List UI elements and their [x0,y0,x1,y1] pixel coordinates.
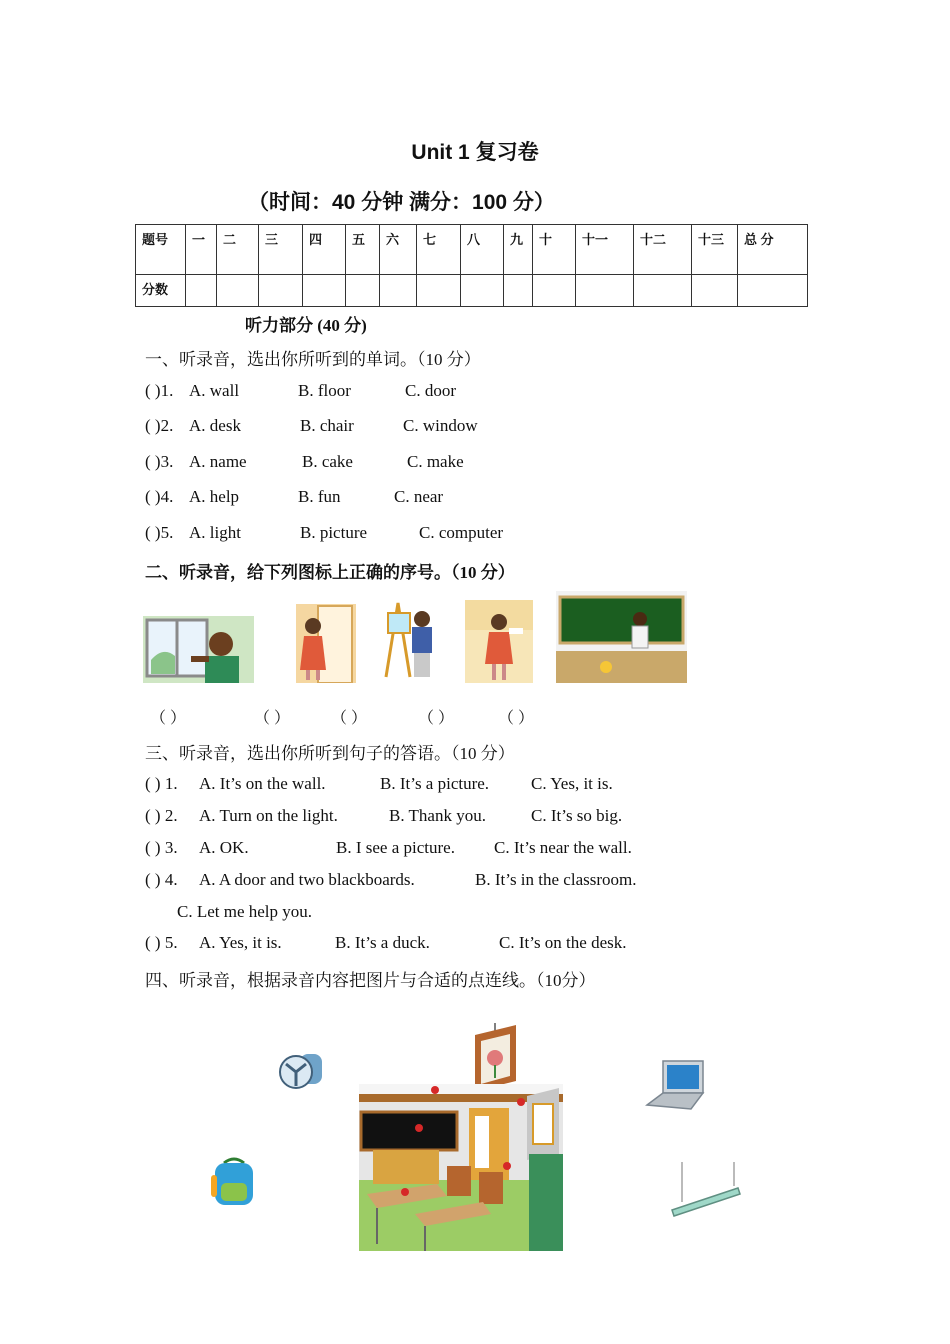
question-row [145,487,444,507]
score-cell[interactable] [533,275,576,307]
question-row [145,416,478,436]
score-header: 十 [533,225,576,275]
option-a: A. It’s on the wall. [199,774,326,793]
score-header: 八 [461,225,504,275]
option-c: C. window [403,416,478,435]
answer-paren[interactable]: （ ） [150,710,187,727]
option-b: B. picture [300,523,368,542]
score-header: 总 分 [738,225,808,275]
score-header: 十二 [634,225,692,275]
section2-heading: 二、听录音，给下列图标上正确的序号。（10 分） [145,563,515,582]
score-cell[interactable] [576,275,634,307]
score-cell[interactable] [380,275,417,307]
question-number[interactable]: ( )2. [145,416,174,435]
question-row [145,452,464,472]
score-header: 十一 [576,225,634,275]
score-cell[interactable] [461,275,504,307]
listening-header: 听力部分 (40 分) [245,316,367,335]
score-cell[interactable] [504,275,533,307]
page-title: Unit 1 复习卷 [411,141,539,164]
question-row [145,523,504,543]
score-cell[interactable] [346,275,380,307]
question-number[interactable]: ( )4. [145,487,174,506]
option-b: B. floor [298,381,351,400]
score-cell[interactable] [217,275,259,307]
option-a: A. Turn on the light. [199,806,338,825]
option-a: A. help [189,487,240,506]
option-b: B. cake [302,452,353,471]
classroom-scene-image [359,1084,563,1251]
option-b: B. chair [300,416,354,435]
option-c: C. computer [419,523,504,542]
question-number[interactable]: ( ) 5. [145,933,178,952]
question-row [145,774,613,794]
answer-paren[interactable]: （ ） [498,710,535,727]
girl-door-image [296,604,356,683]
score-header: 三 [259,225,303,275]
option-a: A. OK. [199,838,249,857]
score-header: 六 [380,225,417,275]
option-a: A. light [189,523,241,542]
score-cell[interactable] [634,275,692,307]
option-c: C. make [407,452,464,471]
option-b: B. Thank you. [389,806,486,825]
score-cell[interactable] [303,275,346,307]
laptop-icon[interactable] [645,1059,705,1114]
boy-blackboard-image [556,591,687,683]
score-row-label: 分数 [136,275,186,307]
answer-paren[interactable]: （ ） [418,710,455,727]
option-b: B. fun [298,487,341,506]
schoolbag-icon[interactable] [209,1155,259,1207]
picture-frame-icon[interactable] [473,1023,518,1093]
score-header: 二 [217,225,259,275]
answer-paren[interactable]: （ ） [331,710,368,727]
option-c: C. It’s on the desk. [499,933,627,952]
score-cell[interactable] [417,275,461,307]
section4-heading: 四、听录音，根据录音内容把图片与合适的点连线。（10分） [145,971,596,990]
option-b: B. I see a picture. [336,838,455,857]
option-a: A. Yes, it is. [199,933,282,952]
question-number[interactable]: ( ) 3. [145,838,178,857]
score-cell[interactable] [692,275,738,307]
option-c: C. It’s near the wall. [494,838,632,857]
boy-window-image [143,616,254,683]
option-b: B. It’s a picture. [380,774,490,793]
question-row [145,806,623,826]
score-cell[interactable] [738,275,808,307]
option-c: C. door [405,381,456,400]
section1-heading: 一、听录音，选出你所听到的单词。（10 分） [145,350,481,369]
light-icon[interactable] [668,1160,743,1220]
option-c: C. Let me help you. [177,902,313,921]
question-row [145,870,637,890]
girl-wall-image [465,600,533,683]
score-cell[interactable] [186,275,217,307]
page-subtitle: （时间：40 分钟 满分：100 分） [248,191,555,214]
option-b: B. It’s in the classroom. [475,870,637,889]
option-a: A. name [189,452,247,471]
question-number[interactable]: ( ) 1. [145,774,178,793]
question-number[interactable]: ( )1. [145,381,174,400]
score-header: 十三 [692,225,738,275]
question-number[interactable]: ( )5. [145,523,174,542]
option-c: C. Yes, it is. [531,774,613,793]
boy-painting-image [382,597,438,679]
option-c: C. It’s so big. [531,806,623,825]
option-a: A. desk [189,416,241,435]
score-header: 一 [186,225,217,275]
section3-heading: 三、听录音，选出你所听到句子的答语。（10 分） [145,744,515,763]
question-number[interactable]: ( ) 2. [145,806,178,825]
option-b: B. It’s a duck. [335,933,430,952]
fan-icon[interactable] [278,1050,326,1092]
option-a: A. A door and two blackboards. [199,870,415,889]
option-c: C. near [394,487,444,506]
answer-paren[interactable]: （ ） [254,710,291,727]
question-row [145,838,632,858]
option-a: A. wall [189,381,240,400]
score-header: 五 [346,225,380,275]
score-header: 题号 [136,225,186,275]
question-row [145,381,456,401]
score-header: 四 [303,225,346,275]
question-number[interactable]: ( )3. [145,452,174,471]
question-number[interactable]: ( ) 4. [145,870,178,889]
score-cell[interactable] [259,275,303,307]
question-row [145,933,627,953]
score-table [135,224,808,307]
score-header: 七 [417,225,461,275]
score-header: 九 [504,225,533,275]
